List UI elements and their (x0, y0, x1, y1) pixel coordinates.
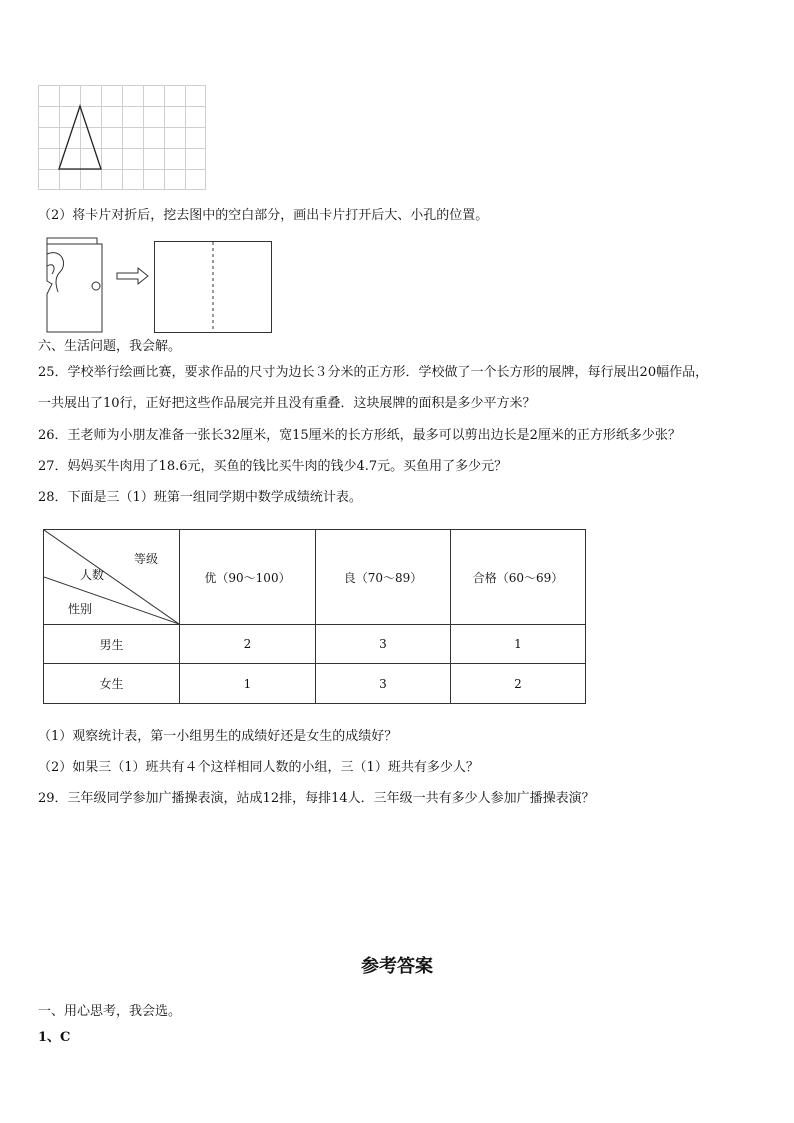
answer-1: 1、C (38, 1030, 71, 1045)
question-26: 26．王老师为小朋友准备一张长32厘米，宽15厘米的长方形纸，最多可以剪出边长是2厘米的正方形纸多少张？ (38, 428, 681, 443)
column-header-pass: 合格（60～69） (451, 530, 586, 625)
grid-triangle-figure (38, 85, 206, 190)
column-header-excellent: 优（90～100） (180, 530, 316, 625)
table-row (44, 664, 586, 704)
table-cell: 3 (316, 664, 451, 704)
table-row (44, 625, 586, 664)
question-card-fold: （2）将卡片对折后，挖去图中的空白部分，画出卡片打开后大、小孔的位置。 (38, 208, 489, 223)
folded-card-figure (42, 236, 282, 336)
score-statistics-table (43, 529, 586, 704)
answers-section-one: 一、用心思考，我会选。 (38, 1004, 182, 1019)
question-27: 27．妈妈买牛肉用了18.6元，买鱼的钱比买牛肉的钱少4.7元。买鱼用了多少元？ (38, 459, 508, 474)
row-label-boys: 男生 (44, 625, 180, 664)
table-corner-header (44, 530, 180, 625)
table-cell: 3 (316, 625, 451, 664)
table-cell: 2 (180, 625, 316, 664)
question-28-sub2: （2）如果三（1）班共有４个这样相同人数的小组，三（1）班共有多少人？ (38, 760, 479, 775)
question-28: 28．下面是三（1）班第一组同学期中数学成绩统计表。 (38, 490, 362, 505)
table-cell: 2 (451, 664, 586, 704)
corner-label-count: 人数 (80, 568, 105, 582)
table-cell: 1 (451, 625, 586, 664)
column-header-good: 良（70～89） (316, 530, 451, 625)
answers-title: 参考答案 (361, 956, 433, 977)
question-29: 29．三年级同学参加广播操表演，站成12排，每排14人．三年级一共有多少人参加广播操表演？ (38, 791, 595, 806)
table-cell: 1 (180, 664, 316, 704)
corner-label-grade: 等级 (134, 552, 159, 566)
question-28-sub1: （1）观察统计表，第一小组男生的成绩好还是女生的成绩好？ (38, 729, 398, 744)
question-25-line1: 25．学校举行绘画比赛，要求作品的尺寸为边长３分米的正方形．学校做了一个长方形的展牌，每行展出20幅作品， (38, 365, 709, 380)
question-25-line2: 一共展出了10行，正好把这些作品展完并且没有重叠．这块展牌的面积是多少平方米？ (38, 396, 536, 411)
corner-label-gender: 性别 (68, 602, 93, 616)
section-six-heading: 六、生活问题，我会解。 (38, 339, 182, 354)
row-label-girls: 女生 (44, 664, 180, 704)
